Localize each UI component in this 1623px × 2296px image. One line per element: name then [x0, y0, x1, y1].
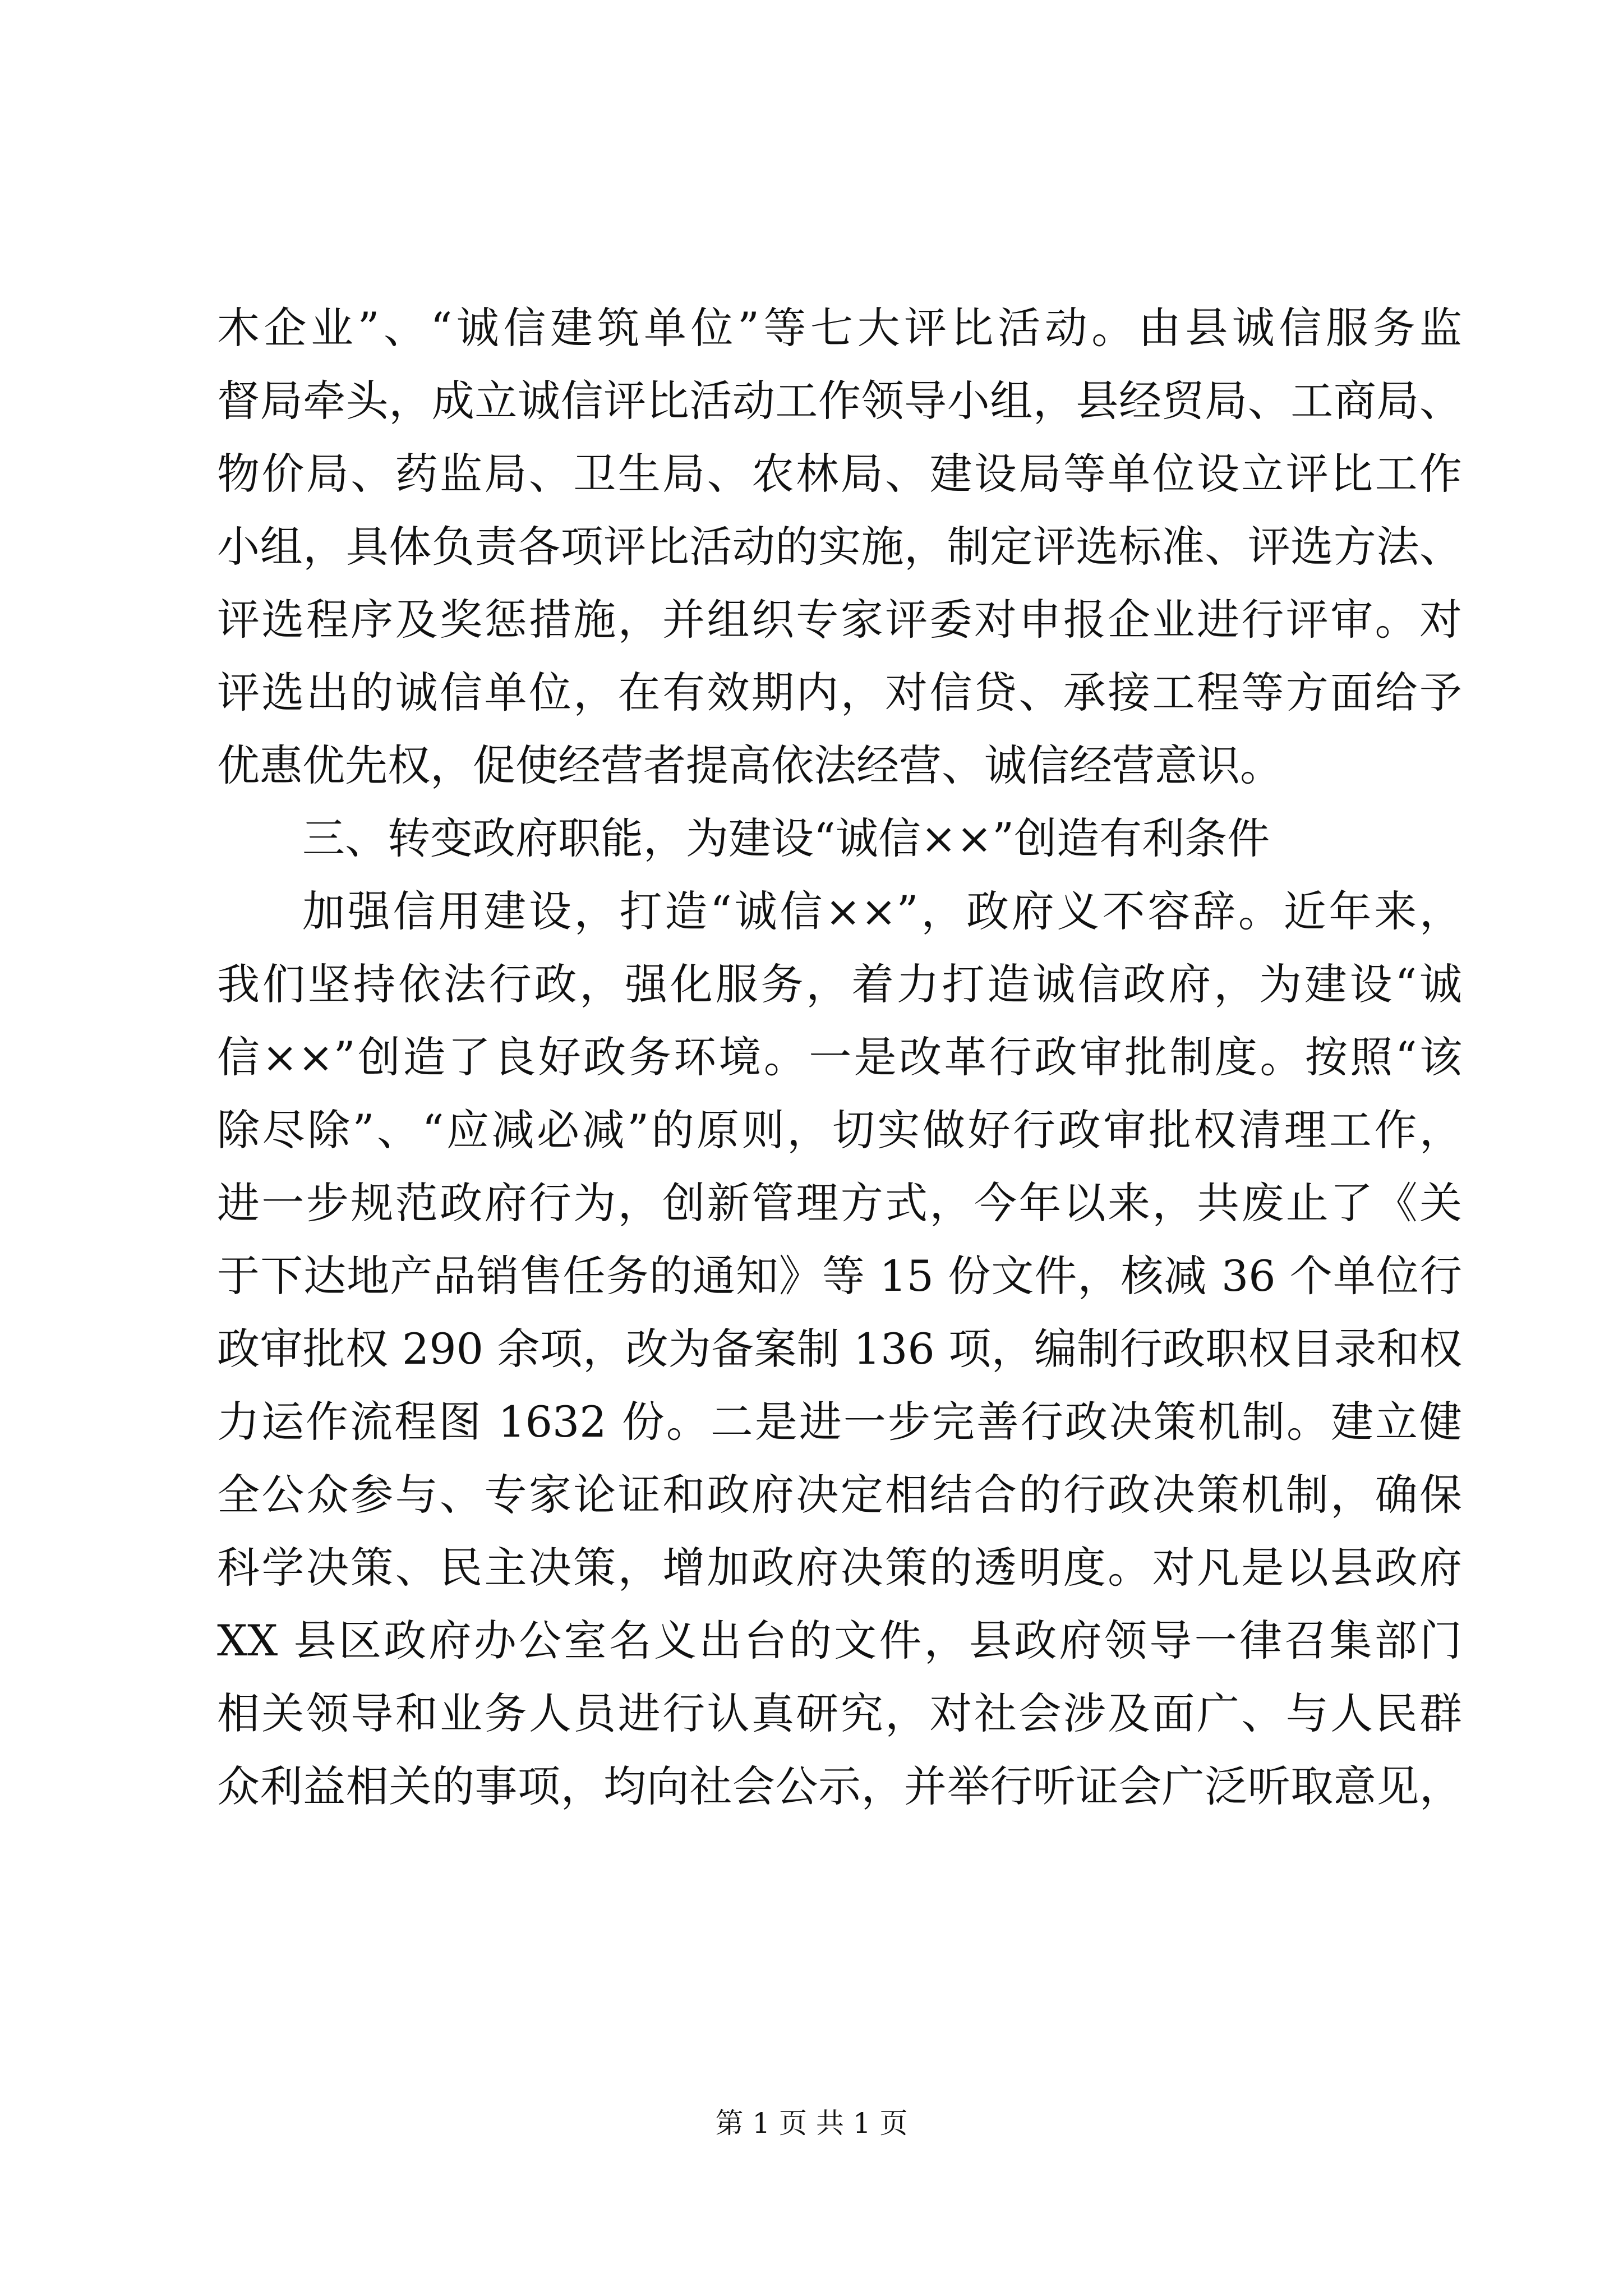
- text-line-12: 除尽除”、“应减必减”的原则，切实做好行政审批权清理工作，: [217, 1105, 1462, 1155]
- text-line-16: 力运作流程图 1632 份。二是进一步完善行政决策机制。建立健: [217, 1397, 1462, 1447]
- text-line-21: 众利益相关的事项，均向社会公示，并举行听证会广泛听取意见，: [217, 1761, 1462, 1811]
- text-line-13: 进一步规范政府行为，创新管理方式，今年以来，共废止了《关: [217, 1178, 1462, 1228]
- text-line-11: 信××”创造了良好政务环境。一是改革行政审批制度。按照“该: [217, 1032, 1462, 1082]
- document-body: [217, 292, 1462, 1823]
- page-number: 第 1 页 共 1 页: [715, 2107, 908, 2139]
- text-line-5: 评选程序及奖惩措施，并组织专家评委对申报企业进行评审。对: [217, 595, 1462, 645]
- text-line-19: XX 县区政府办公室名义出台的文件，县政府领导一律召集部门: [217, 1616, 1462, 1665]
- text-line-18: 科学决策、民主决策，增加政府决策的透明度。对凡是以县政府: [217, 1543, 1462, 1593]
- text-line-14: 于下达地产品销售任务的通知》等 15 份文件，核减 36 个单位行: [217, 1251, 1462, 1301]
- section-heading: 三、转变政府职能，为建设“诚信××”创造有利条件: [302, 813, 1270, 863]
- text-line-7: 优惠优先权，促使经营者提高依法经营、诚信经营意识。: [217, 740, 1283, 790]
- text-line-20: 相关领导和业务人员进行认真研究，对社会涉及面广、与人民群: [217, 1688, 1462, 1738]
- text-line-4: 小组，具体负责各项评比活动的实施，制定评选标准、评选方法、: [217, 522, 1462, 572]
- text-line-3: 物价局、药监局、卫生局、农林局、建设局等单位设立评比工作: [217, 449, 1462, 499]
- page-footer: [0, 2104, 1623, 2143]
- text-line-15: 政审批权 290 余项，改为备案制 136 项，编制行政职权目录和权: [217, 1324, 1462, 1374]
- text-line-17: 全公众参与、专家论证和政府决定相结合的行政决策机制，确保: [217, 1470, 1462, 1520]
- text-line-10: 我们坚持依法行政，强化服务，着力打造诚信政府，为建设“诚: [217, 959, 1462, 1009]
- text-line-2: 督局牵头，成立诚信评比活动工作领导小组，县经贸局、工商局、: [217, 376, 1462, 426]
- text-line-1: 木企业”、“诚信建筑单位”等七大评比活动。由县诚信服务监: [217, 303, 1462, 353]
- text-line-9: 加强信用建设，打造“诚信××”，政府义不容辞。近年来，: [302, 886, 1462, 936]
- text-line-6: 评选出的诚信单位，在有效期内，对信贷、承接工程等方面给予: [217, 668, 1462, 717]
